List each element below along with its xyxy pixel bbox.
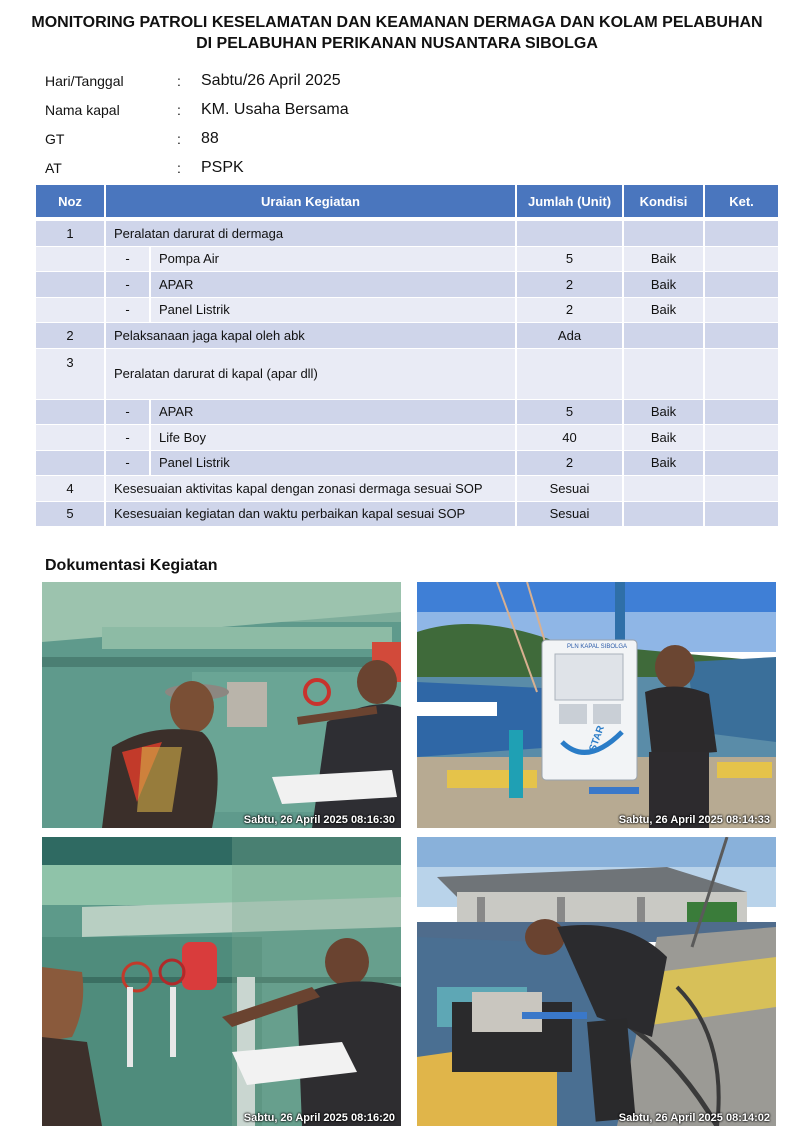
meta-label: AT [45, 159, 62, 176]
table-row [36, 476, 780, 502]
header-ket: Ket. [705, 185, 780, 221]
row-qty: 5 [517, 247, 624, 273]
row-description: Kesesuaian aktivitas kapal dengan zonasi dermaga sesuai SOP [106, 476, 517, 502]
row-dash: - [106, 272, 151, 298]
row-qty [517, 221, 624, 247]
row-kondisi [624, 502, 705, 528]
meta-value: Sabtu/26 April 2025 [201, 71, 341, 89]
row-qty: 5 [517, 400, 624, 426]
title-line-1: MONITORING PATROLI KESELAMATAN DAN KEAMANAN DERMAGA DAN KOLAM PELABUHAN [31, 14, 763, 31]
title-line-2: DI PELABUHAN PERIKANAN NUSANTARA SIBOLGA [196, 35, 598, 52]
row-qty: 40 [517, 425, 624, 451]
row-ket [705, 221, 780, 247]
row-ket [705, 323, 780, 349]
row-qty [517, 349, 624, 400]
row-dash: - [106, 298, 151, 324]
row-item: APAR [151, 272, 517, 298]
pedestal-sign: PLN KAPAL SIBOLGA [567, 644, 628, 650]
header-kondisi: Kondisi [624, 185, 705, 221]
row-qty: Sesuai [517, 502, 624, 528]
table-row [36, 247, 780, 273]
meta-row-date [45, 66, 545, 95]
row-kondisi: Baik [624, 400, 705, 426]
table-row [36, 451, 780, 477]
table-header-row [36, 185, 780, 221]
row-description: Kesesuaian kegiatan dan waktu perbaikan kapal sesuai SOP [106, 502, 517, 528]
row-kondisi [624, 349, 705, 400]
table-row [36, 502, 780, 528]
row-number [36, 451, 106, 477]
row-description: Peralatan darurat di dermaga [106, 221, 517, 247]
row-number [36, 425, 106, 451]
row-ket [705, 247, 780, 273]
meta-colon: : [177, 159, 181, 176]
row-kondisi [624, 221, 705, 247]
photo-ship-safety-equipment [42, 837, 401, 1126]
documentation-heading: Dokumentasi Kegiatan [45, 557, 218, 574]
meta-row-at [45, 153, 545, 182]
meta-colon: : [177, 130, 181, 147]
row-item: Panel Listrik [151, 298, 517, 324]
row-ket [705, 349, 780, 400]
table-row [36, 400, 780, 426]
row-kondisi: Baik [624, 451, 705, 477]
row-number: 2 [36, 323, 106, 349]
row-number [36, 298, 106, 324]
header-no: Noz [36, 185, 106, 221]
row-item: Life Boy [151, 425, 517, 451]
table-row [36, 425, 780, 451]
meta-colon: : [177, 101, 181, 118]
meta-label: Nama kapal [45, 101, 120, 118]
row-kondisi [624, 323, 705, 349]
document-title [0, 12, 794, 54]
row-ket [705, 272, 780, 298]
meta-info [45, 66, 545, 182]
table-row [36, 323, 780, 349]
row-item: Panel Listrik [151, 451, 517, 477]
meta-value: PSPK [201, 158, 244, 176]
row-ket [705, 502, 780, 528]
meta-value: KM. Usaha Bersama [201, 100, 349, 118]
row-qty: Ada [517, 323, 624, 349]
row-description: Peralatan darurat di kapal (apar dll) [106, 349, 517, 400]
row-number: 5 [36, 502, 106, 528]
row-qty: 2 [517, 298, 624, 324]
row-ket [705, 400, 780, 426]
row-dash: - [106, 400, 151, 426]
photo-timestamp: Sabtu, 26 April 2025 08:14:33 [618, 814, 770, 826]
meta-row-gt [45, 124, 545, 153]
row-description: Pelaksanaan jaga kapal oleh abk [106, 323, 517, 349]
pedestal-brand: STAR [587, 724, 607, 754]
row-number [36, 247, 106, 273]
row-number [36, 400, 106, 426]
meta-label: GT [45, 130, 65, 147]
table-row [36, 349, 780, 400]
meta-value: 88 [201, 129, 219, 147]
photo-timestamp: Sabtu, 26 April 2025 08:16:20 [243, 1112, 395, 1124]
row-qty: Sesuai [517, 476, 624, 502]
row-item: Pompa Air [151, 247, 517, 273]
meta-colon: : [177, 72, 181, 89]
photo-timestamp: Sabtu, 26 April 2025 08:14:02 [618, 1112, 770, 1124]
row-ket [705, 451, 780, 477]
activity-table [36, 185, 780, 527]
row-item: APAR [151, 400, 517, 426]
row-qty: 2 [517, 272, 624, 298]
row-dash: - [106, 451, 151, 477]
header-desc: Uraian Kegiatan [106, 185, 517, 221]
row-ket [705, 298, 780, 324]
row-number: 1 [36, 221, 106, 247]
row-qty: 2 [517, 451, 624, 477]
row-dash: - [106, 247, 151, 273]
row-number: 3 [36, 349, 106, 400]
photo-dock-inspection [417, 837, 776, 1126]
header-qty: Jumlah (Unit) [517, 185, 624, 221]
photo-ship-cabin-inspection [42, 582, 401, 828]
row-kondisi: Baik [624, 247, 705, 273]
row-ket [705, 476, 780, 502]
table-row [36, 298, 780, 324]
photo-timestamp: Sabtu, 26 April 2025 08:16:30 [243, 814, 395, 826]
row-ket [705, 425, 780, 451]
row-number [36, 272, 106, 298]
meta-row-ship [45, 95, 545, 124]
table-row [36, 221, 780, 247]
row-dash: - [106, 425, 151, 451]
table-row [36, 272, 780, 298]
row-kondisi [624, 476, 705, 502]
meta-label: Hari/Tanggal [45, 72, 124, 89]
row-kondisi: Baik [624, 425, 705, 451]
photo-dock-power-panel [417, 582, 776, 828]
row-kondisi: Baik [624, 272, 705, 298]
row-number: 4 [36, 476, 106, 502]
row-kondisi: Baik [624, 298, 705, 324]
